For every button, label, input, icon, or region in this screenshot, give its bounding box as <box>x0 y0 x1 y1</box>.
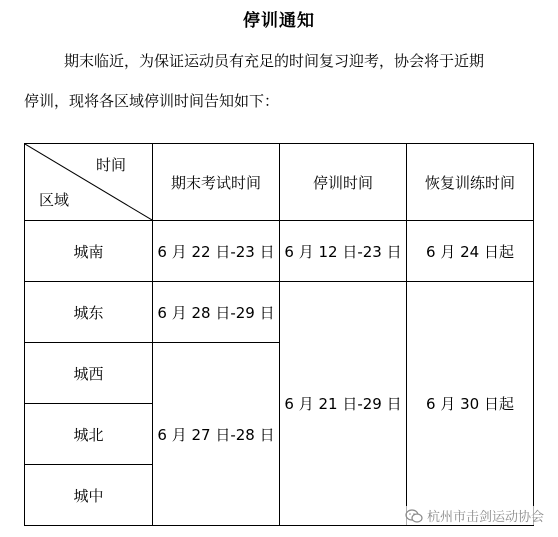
region-cell: 城南 <box>25 221 153 282</box>
table-row <box>25 221 534 282</box>
table-row <box>25 282 534 343</box>
watermark-text: 杭州市击剑运动协会 <box>426 510 544 525</box>
stop-time-cell: 6 月 12 日-23 日 <box>280 221 407 282</box>
page-title: 停训通知 <box>243 11 315 31</box>
resume-time-cell: 6 月 30 日起 <box>407 282 534 526</box>
schedule-table <box>24 143 534 526</box>
stop-time-cell: 6 月 21 日-29 日 <box>280 282 407 526</box>
watermark <box>405 506 544 525</box>
wechat-icon <box>405 509 423 523</box>
region-cell: 城东 <box>25 282 153 343</box>
exam-time-cell: 6 月 28 日-29 日 <box>153 282 280 343</box>
header-exam-time: 期末考试时间 <box>153 144 280 221</box>
region-cell: 城西 <box>25 343 153 404</box>
header-stop-time: 停训时间 <box>280 144 407 221</box>
exam-time-cell: 6 月 27 日-28 日 <box>153 343 280 526</box>
region-cell: 城中 <box>25 465 153 526</box>
exam-time-cell: 6 月 22 日-23 日 <box>153 221 280 282</box>
intro-line-1: 期末临近，为保证运动员有充足的时间复习迎考，协会将于近期 <box>64 52 485 70</box>
intro-paragraph <box>24 41 544 121</box>
corner-time-label: 时间 <box>95 156 126 174</box>
corner-region-label: 区域 <box>39 191 70 209</box>
header-resume-time: 恢复训练时间 <box>407 144 534 221</box>
corner-header-cell <box>25 144 153 221</box>
resume-time-cell: 6 月 24 日起 <box>407 221 534 282</box>
header-row <box>25 144 534 221</box>
region-cell: 城北 <box>25 404 153 465</box>
intro-line-2: 停训，现将各区域停训时间告知如下： <box>24 92 280 110</box>
